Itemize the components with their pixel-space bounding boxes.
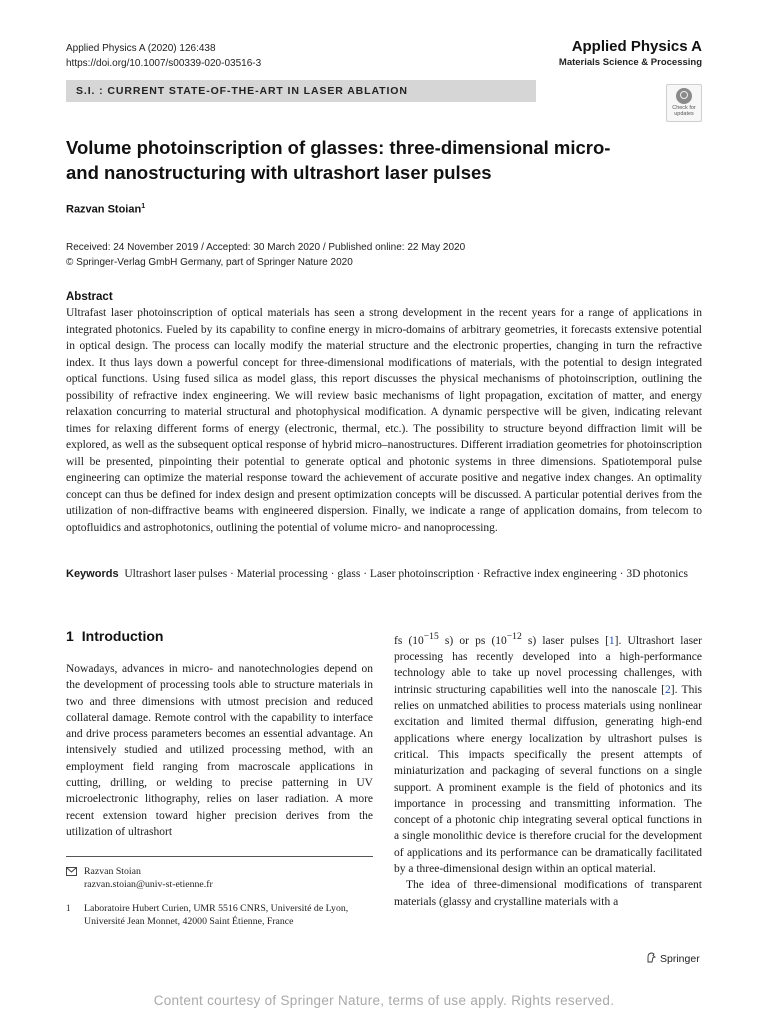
section-number: 1	[66, 628, 74, 644]
affiliation-note	[66, 902, 373, 928]
citation-link-2[interactable]: 2	[664, 683, 671, 696]
intro-paragraph-continued	[394, 629, 702, 877]
journal-citation: Applied Physics A (2020) 126:438	[66, 43, 216, 54]
text-run: ]. This relies on unmatched abilities to process materials using nonlinear excitation and limited thermal diffusion, generating high-end applications where energy localization by ultrashort pulses is critical. This impacts specifically the present attempts of miniaturization and packaging of several functions on a single support. A prominent example is the field of photonics and its importance in processing and transmitting information. The concept of a photonic chip integrating several optical functions in a single monolithic device is therefore crucial for the development of applications and its performance can be dramatically facilitated by a three-dimensional design within an optical material.	[394, 683, 702, 875]
contact-name: Razvan Stoian	[84, 866, 141, 877]
text-run: ]. Ultrashort laser processing has recently developed into a high-performance technology able to take up novel processing challenges, with intrinsic structuring capabilities well into the nanoscale [	[394, 634, 702, 696]
envelope-icon	[66, 867, 77, 876]
publication-dates: Received: 24 November 2019 / Accepted: 30 March 2020 / Published online: 22 May 2020	[66, 242, 466, 253]
text-run: fs (10	[394, 634, 424, 647]
courtesy-watermark: Content courtesy of Springer Nature, terms of use apply. Rights reserved.	[153, 993, 615, 1008]
superscript-exponent: −15	[423, 631, 439, 642]
article-title	[66, 135, 626, 185]
publisher-name: Springer	[660, 953, 700, 965]
text-run: s) or ps (10	[438, 634, 507, 647]
journal-name: Applied Physics A	[571, 38, 702, 55]
publisher-logo	[646, 952, 700, 965]
check-badge-line1: Check for	[672, 105, 696, 111]
check-badge-line2: updates	[674, 111, 694, 117]
copyright-notice: © Springer-Verlag GmbH Germany, part of Springer Nature 2020	[66, 257, 353, 268]
intro-paragraph-2: The idea of three-dimensional modifications of transparent materials (glassy and crystalline materials with a	[394, 879, 702, 908]
keywords-block	[66, 566, 702, 583]
affiliation-mark: 1	[66, 903, 71, 913]
affiliation-text: Laboratoire Hubert Curien, UMR 5516 CNRS, Université de Lyon, Université Jean Monnet, 42000 Saint Étienne, France	[84, 903, 349, 927]
journal-reference	[66, 41, 261, 71]
section-heading-introduction	[66, 628, 163, 644]
introduction-left-column: Nowadays, advances in micro- and nanotechnologies depend on the development of processing tools able to structure materials in two and three dimensions with utmost precision and reduced collateral damage. Remote control with the capability to interface and drive process parameters becomes an essential advantage. An intensively studied and utilized processing method, with an employment field ranging from macroscale applications in cutting, drilling, or welding to precise patterning in UV microelectronic lithography, relies on laser radiation. A more recent extension toward higher precision derives from the utilization of ultrashort	[66, 663, 373, 838]
footnote-divider	[66, 856, 373, 857]
keywords-heading: Keywords	[66, 568, 119, 580]
author-affiliation-mark: 1	[141, 203, 146, 210]
author-line	[66, 203, 145, 216]
check-updates-icon	[676, 88, 692, 104]
publication-history	[66, 240, 465, 270]
citation-link-1[interactable]: 1	[608, 634, 615, 647]
special-issue-banner: S.I. : CURRENT STATE-OF-THE-ART IN LASER ABLATION	[66, 80, 536, 102]
article-title-line2: and nanostructuring with ultrashort laser pulses	[66, 162, 492, 183]
contact-email[interactable]: razvan.stoian@univ-st-etienne.fr	[84, 879, 213, 890]
section-title: Introduction	[81, 628, 164, 644]
springer-horse-icon	[646, 952, 656, 963]
journal-subtitle: Materials Science & Processing	[558, 57, 702, 68]
text-run: s) laser pulses [	[521, 634, 609, 647]
keywords-list: Ultrashort laser pulses · Material processing · glass · Laser photoinscription · Refractive index engineering · 3D photonics	[124, 568, 688, 580]
journal-brand	[559, 38, 702, 69]
abstract-heading: Abstract	[66, 291, 113, 303]
doi-link[interactable]: https://doi.org/10.1007/s00339-020-03516-3	[66, 58, 262, 69]
article-title-line1: Volume photoinscription of glasses: three-dimensional micro-	[66, 137, 611, 158]
author-name[interactable]: Razvan Stoian	[66, 203, 142, 216]
abstract-text: Ultrafast laser photoinscription of optical materials has seen a strong development in the recent years for a range of applications in integrated photonics. Fueled by its capability to confine energy in micro-domains of arbitrary geometries, it forecasts extensive potential in optical design. The process can locally modify the material structure and the electronic properties, changing in turn the refractive index. It thus lays down a powerful concept for three-dimensional modifications of materials, with the potential to design integrated optical functions. Using fused silica as model glass, this report discusses the physical mechanisms of photoinscription, outlining the possibility of refractive index engineering. We will review basic mechanisms of light propagation, excitation of matter, and energy relaxation concurring to material structural and photophysical modification. A dynamic perspective will be given, indicating relevant times for relaxing different forms of energy (electronic, thermal, etc.). The possibility to structure beyond diffraction limit will be explored, as well as the subsequent optical response of hybrid micro–nanostructures. Different irradiation geometries for photoinscription will be presented, pinpointing their potential to generate optical and photonic systems in three dimensions. Spatiotemporal pulse engineering can optimize the material response toward the achievement of accurate positive and negative index changes. An optimality concept can thus be defined for index design and present optimization concepts will be discussed. A particular potential derives from the utilization of non-diffractive beams with engineered dispersion. Finally, we indicate a range of application domains, from telecom to optofluidics and astrophotonics, outlining the potential of volume micro- and nanoprocessing.	[66, 307, 702, 534]
superscript-exponent: −12	[506, 631, 522, 642]
corresponding-author-note	[66, 865, 373, 891]
check-for-updates-badge[interactable]	[666, 84, 702, 122]
introduction-right-column	[394, 629, 702, 910]
